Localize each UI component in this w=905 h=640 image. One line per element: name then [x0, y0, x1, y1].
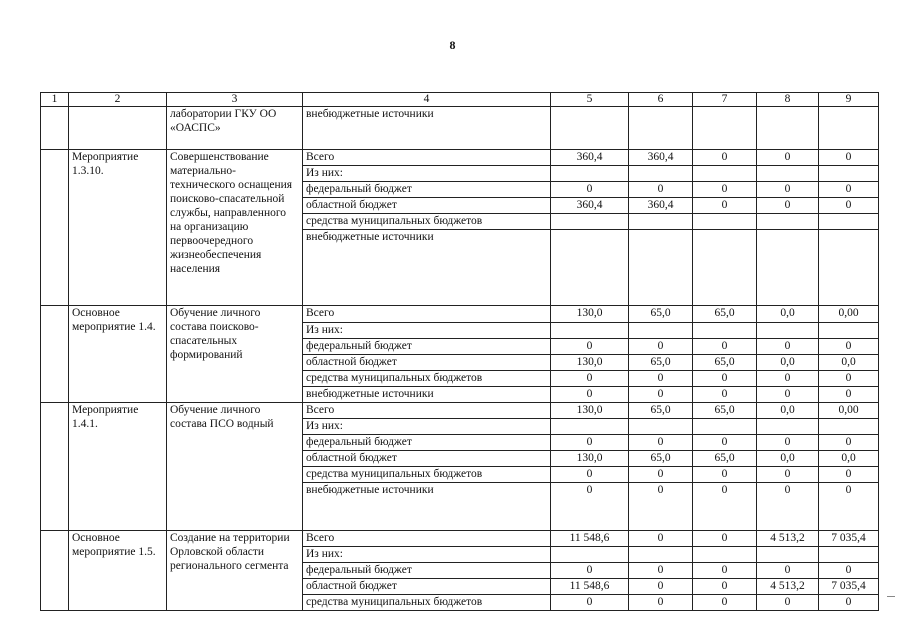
amount-cell: 0 — [693, 371, 757, 387]
amount-cell: 0 — [819, 339, 879, 355]
amount-cell — [693, 230, 757, 306]
amount-cell: 0 — [819, 371, 879, 387]
amount-cell: 65,0 — [629, 355, 693, 371]
amount-cell — [693, 214, 757, 230]
amount-cell: 0 — [551, 339, 629, 355]
header-cell: 6 — [629, 93, 693, 107]
amount-cell: 0 — [757, 467, 819, 483]
amount-cell — [629, 419, 693, 435]
activity-name-cell: Обучение личного состава поисково-спасательных формирований — [167, 306, 303, 403]
funding-source-cell: федеральный бюджет — [303, 563, 551, 579]
amount-cell: 0 — [551, 435, 629, 451]
funding-source-cell: федеральный бюджет — [303, 339, 551, 355]
amount-cell: 0 — [629, 387, 693, 403]
amount-cell: 0 — [629, 339, 693, 355]
amount-cell: 0 — [629, 595, 693, 611]
amount-cell: 65,0 — [629, 306, 693, 323]
amount-cell — [629, 166, 693, 182]
funding-source-cell: Всего — [303, 306, 551, 323]
funding-source-cell: Из них: — [303, 323, 551, 339]
source-cell: внебюджетные источники — [303, 107, 551, 150]
amount-cell: 0 — [551, 595, 629, 611]
budget-row — [41, 531, 879, 547]
amount-cell — [693, 547, 757, 563]
amount-cell — [757, 214, 819, 230]
activity-code-cell: Мероприятие 1.4.1. — [69, 403, 167, 531]
activity-name-cell: лаборатории ГКУ ОО «ОАСПС» — [167, 107, 303, 150]
amount-cell — [551, 547, 629, 563]
amount-cell: 0 — [757, 435, 819, 451]
amount-cell: 0 — [693, 182, 757, 198]
funding-source-cell: средства муниципальных бюджетов — [303, 595, 551, 611]
amount-cell: 0 — [819, 483, 879, 531]
amount-cell: 0 — [819, 595, 879, 611]
page-number: 8 — [449, 38, 456, 52]
amount-cell: 0 — [629, 182, 693, 198]
budget-row — [41, 306, 879, 323]
amount-cell: 0 — [757, 387, 819, 403]
header-cell: 9 — [819, 93, 879, 107]
amount-cell: 0 — [693, 467, 757, 483]
amount-cell — [757, 166, 819, 182]
header-row — [41, 93, 879, 107]
funding-source-cell: внебюджетные источники — [303, 483, 551, 531]
amount-cell: 0 — [819, 467, 879, 483]
code-cell — [69, 107, 167, 150]
funding-source-cell: средства муниципальных бюджетов — [303, 214, 551, 230]
amount-cell: 0 — [819, 198, 879, 214]
amount-cell: 0 — [551, 467, 629, 483]
amount-cell: 4 513,2 — [757, 579, 819, 595]
amount-cell: 0 — [819, 563, 879, 579]
funding-source-cell: Всего — [303, 531, 551, 547]
amount-cell: 0 — [629, 435, 693, 451]
amount-cell — [819, 547, 879, 563]
amount-cell: 0 — [757, 182, 819, 198]
budget-row — [41, 403, 879, 419]
header-cell: 2 — [69, 93, 167, 107]
amount-cell — [757, 323, 819, 339]
continuation-row — [41, 107, 879, 150]
amount-cell: 0,0 — [757, 355, 819, 371]
amount-cell: 65,0 — [693, 451, 757, 467]
activity-code-cell: Основное мероприятие 1.5. — [69, 531, 167, 611]
amount-cell: 0 — [819, 387, 879, 403]
funding-source-cell: внебюджетные источники — [303, 230, 551, 306]
amount-cell: 0,0 — [819, 451, 879, 467]
amount-cell — [757, 419, 819, 435]
amount-cell: 0 — [757, 563, 819, 579]
value-cell — [551, 107, 629, 150]
funding-source-cell: федеральный бюджет — [303, 435, 551, 451]
amount-cell: 360,4 — [551, 150, 629, 166]
amount-cell: 65,0 — [629, 403, 693, 419]
amount-cell: 0 — [693, 435, 757, 451]
header-cell: 7 — [693, 93, 757, 107]
amount-cell — [629, 230, 693, 306]
amount-cell — [693, 323, 757, 339]
amount-cell: 0 — [757, 595, 819, 611]
amount-cell: 0,0 — [819, 355, 879, 371]
amount-cell: 0 — [757, 371, 819, 387]
amount-cell: 65,0 — [629, 451, 693, 467]
amount-cell: 0,0 — [757, 451, 819, 467]
amount-cell: 360,4 — [629, 198, 693, 214]
header-cell: 1 — [41, 93, 69, 107]
row-number-cell — [41, 403, 69, 531]
row-number-cell — [41, 306, 69, 403]
header-cell: 4 — [303, 93, 551, 107]
funding-source-cell: Всего — [303, 403, 551, 419]
funding-source-cell: Всего — [303, 150, 551, 166]
funding-source-cell: областной бюджет — [303, 355, 551, 371]
amount-cell: 0 — [629, 531, 693, 547]
amount-cell — [629, 547, 693, 563]
amount-cell: 0 — [551, 563, 629, 579]
funding-source-cell: средства муниципальных бюджетов — [303, 467, 551, 483]
amount-cell — [551, 323, 629, 339]
amount-cell: 0 — [551, 371, 629, 387]
amount-cell: 65,0 — [693, 403, 757, 419]
amount-cell — [757, 547, 819, 563]
amount-cell: 7 035,4 — [819, 531, 879, 547]
amount-cell: 0 — [551, 387, 629, 403]
amount-cell: 0 — [693, 198, 757, 214]
funding-source-cell: средства муниципальных бюджетов — [303, 371, 551, 387]
funding-source-cell: федеральный бюджет — [303, 182, 551, 198]
amount-cell: 0 — [629, 371, 693, 387]
amount-cell: 0 — [693, 150, 757, 166]
amount-cell: 0 — [693, 595, 757, 611]
amount-cell: 4 513,2 — [757, 531, 819, 547]
amount-cell: 11 548,6 — [551, 579, 629, 595]
amount-cell: 0 — [693, 531, 757, 547]
header-cell: 3 — [167, 93, 303, 107]
amount-cell: 65,0 — [693, 306, 757, 323]
amount-cell: 0,00 — [819, 403, 879, 419]
amount-cell — [819, 419, 879, 435]
amount-cell — [819, 230, 879, 306]
budget-row — [41, 150, 879, 166]
value-cell — [757, 107, 819, 150]
value-cell — [819, 107, 879, 150]
amount-cell: 0 — [693, 387, 757, 403]
amount-cell: 0 — [693, 483, 757, 531]
amount-cell: 0,0 — [757, 403, 819, 419]
amount-cell: 130,0 — [551, 451, 629, 467]
amount-cell — [551, 419, 629, 435]
row-number-cell — [41, 107, 69, 150]
amount-cell: 11 548,6 — [551, 531, 629, 547]
amount-cell: 360,4 — [629, 150, 693, 166]
amount-cell: 0 — [757, 150, 819, 166]
activity-code-cell: Мероприятие 1.3.10. — [69, 150, 167, 306]
amount-cell — [819, 214, 879, 230]
amount-cell — [551, 166, 629, 182]
amount-cell: 0 — [629, 563, 693, 579]
margin-mark — [887, 596, 895, 597]
amount-cell: 0 — [629, 467, 693, 483]
amount-cell: 65,0 — [693, 355, 757, 371]
row-number-cell — [41, 150, 69, 306]
funding-source-cell: Из них: — [303, 166, 551, 182]
amount-cell: 7 035,4 — [819, 579, 879, 595]
amount-cell — [757, 230, 819, 306]
funding-source-cell: внебюджетные источники — [303, 387, 551, 403]
amount-cell: 0 — [551, 182, 629, 198]
funding-source-cell: областной бюджет — [303, 579, 551, 595]
funding-source-cell: областной бюджет — [303, 451, 551, 467]
amount-cell: 130,0 — [551, 403, 629, 419]
amount-cell: 0 — [819, 182, 879, 198]
amount-cell: 0 — [819, 150, 879, 166]
row-number-cell — [41, 531, 69, 611]
funding-source-cell: Из них: — [303, 547, 551, 563]
amount-cell: 130,0 — [551, 355, 629, 371]
amount-cell: 0,0 — [757, 306, 819, 323]
amount-cell: 0 — [757, 198, 819, 214]
amount-cell: 0 — [693, 579, 757, 595]
funding-source-cell: областной бюджет — [303, 198, 551, 214]
amount-cell: 0 — [551, 483, 629, 531]
budget-table — [40, 92, 879, 611]
value-cell — [629, 107, 693, 150]
amount-cell: 0 — [819, 435, 879, 451]
amount-cell — [693, 166, 757, 182]
amount-cell: 360,4 — [551, 198, 629, 214]
amount-cell — [819, 323, 879, 339]
amount-cell — [551, 214, 629, 230]
amount-cell: 0 — [693, 339, 757, 355]
amount-cell — [629, 214, 693, 230]
activity-name-cell: Обучение личного состава ПСО водный — [167, 403, 303, 531]
amount-cell: 0 — [629, 579, 693, 595]
activity-code-cell: Основное мероприятие 1.4. — [69, 306, 167, 403]
amount-cell — [629, 323, 693, 339]
amount-cell — [819, 166, 879, 182]
header-cell: 8 — [757, 93, 819, 107]
amount-cell — [551, 230, 629, 306]
amount-cell — [693, 419, 757, 435]
amount-cell: 130,0 — [551, 306, 629, 323]
amount-cell: 0 — [757, 483, 819, 531]
amount-cell: 0 — [629, 483, 693, 531]
amount-cell: 0 — [693, 563, 757, 579]
activity-name-cell: Создание на территории Орловской области регионального сегмента — [167, 531, 303, 611]
amount-cell: 0 — [757, 339, 819, 355]
amount-cell: 0,00 — [819, 306, 879, 323]
value-cell — [693, 107, 757, 150]
header-cell: 5 — [551, 93, 629, 107]
activity-name-cell: Совершенствование материально-технического оснащения поисково-спасательной службы, направленного на организацию первоочередного жизнеобеспечения населения — [167, 150, 303, 306]
funding-source-cell: Из них: — [303, 419, 551, 435]
